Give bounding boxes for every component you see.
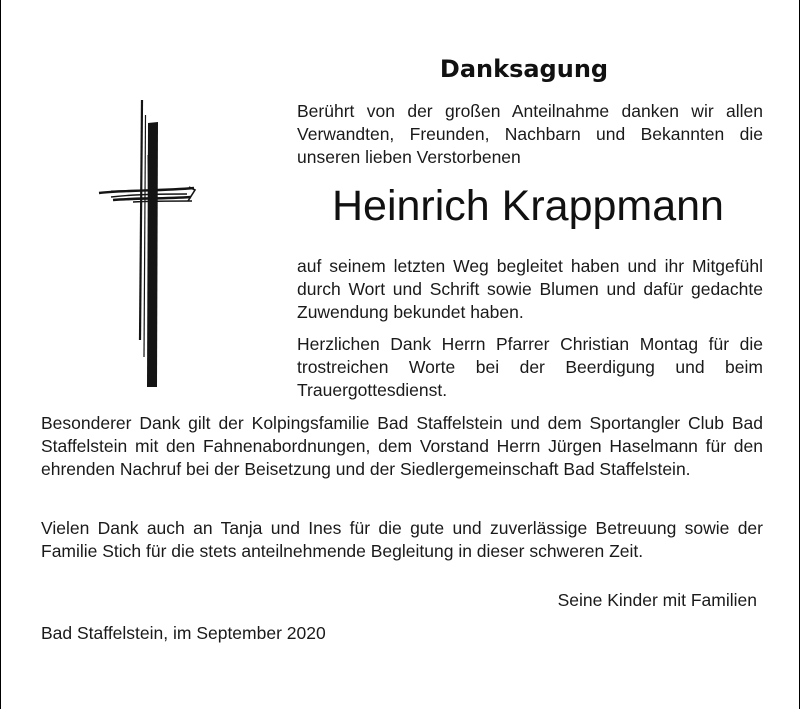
pastor-thanks-paragraph: Herzlichen Dank Herrn Pfarrer Christian Montag für die trostreichen Worte bei der Beerdigung und beim Trauergottesdienst. bbox=[297, 334, 763, 400]
intro-paragraph: Berührt von der großen Anteilnahme danken wir allen Verwandten, Freunden, Nachbarn und Bekannten die unseren lieben Verstorbenen bbox=[297, 101, 763, 167]
additional-thanks-paragraph: Vielen Dank auch an Tanja und Ines für die gute und zuverlässige Betreuung sowie der Familie Stich für die stets anteilnehmende Begleitung in dieser schweren Zeit. bbox=[41, 518, 763, 561]
cross-icon bbox=[91, 95, 211, 395]
place-date: Bad Staffelstein, im September 2020 bbox=[41, 623, 326, 643]
signature: Seine Kinder mit Familien bbox=[557, 590, 757, 610]
deceased-name: Heinrich Krappmann bbox=[332, 182, 724, 230]
thanks-paragraph: auf seinem letzten Weg begleitet haben und ihr Mitgefühl durch Wort und Schrift sowie Blumen und dafür gedachte Zuwendung bekundet haben. bbox=[297, 256, 763, 322]
special-thanks-paragraph: Besonderer Dank gilt der Kolpingsfamilie Bad Staffelstein und dem Sportangler Club Bad Staffelstein mit den Fahnenabordnungen, dem Vorstand Herrn Jürgen Haselmann für den ehrenden Nachruf bei der Beisetzung und der Siedlergemeinschaft Bad Staffelstein. bbox=[41, 413, 763, 479]
notice-title: Danksagung bbox=[439, 55, 609, 83]
